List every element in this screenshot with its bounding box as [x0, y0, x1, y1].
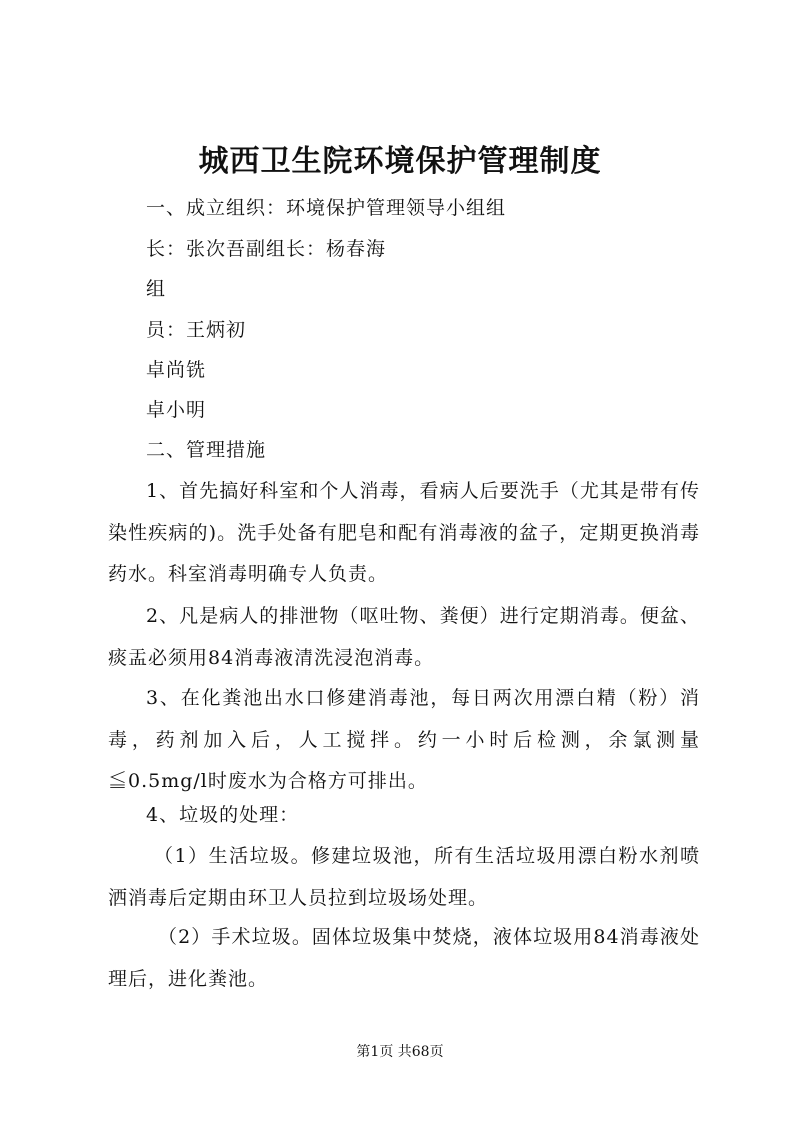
document-title: 城西卫生院环境保护管理制度 — [198, 144, 602, 179]
member-line-1: 员：王炳初 — [146, 319, 247, 341]
item-4-heading: 4、垃圾的处理： — [146, 804, 300, 826]
item-1-paragraph: 1、首先搞好科室和个人消毒，看病人后要洗手（尤其是带有传染性疾病的)。洗手处备有肥皂和配有消毒液的盆子，定期更换消毒药水。科室消毒明确专人负责。 — [108, 480, 700, 585]
item-3-paragraph: 3、在化粪池出水口修建消毒池，每日两次用漂白精（粉）消毒，药剂加入后，人工搅拌。约一小时后检测，余氯测量≦0.5mg/l时废水为合格方可排出。 — [108, 687, 700, 792]
member-line-2: 卓尚铣 — [146, 359, 207, 381]
item-2-paragraph: 2、凡是病人的排泄物（呕吐物、粪便）进行定期消毒。便盆、痰盂必须用84消毒液清洗浸泡消毒。 — [108, 605, 700, 669]
section2-heading: 二、管理措施 — [146, 439, 267, 461]
leader-line: 长：张次吾副组长：杨春海 — [146, 238, 387, 260]
section1-heading: 一、成立组织：环境保护管理领导小组组 — [146, 197, 507, 219]
item-4-2-paragraph: （2）手术垃圾。固体垃圾集中焚烧，液体垃圾用84消毒液处理后，进化粪池。 — [108, 926, 700, 990]
page-number-footer: 第1页 共68页 — [356, 1044, 444, 1060]
item-4-1-paragraph: （1）生活垃圾。修建垃圾池，所有生活垃圾用漂白粉水剂喷洒消毒后定期由环卫人员拉到垃圾场处理。 — [108, 845, 700, 909]
member-label: 组 — [146, 278, 167, 300]
member-line-3: 卓小明 — [146, 399, 207, 421]
